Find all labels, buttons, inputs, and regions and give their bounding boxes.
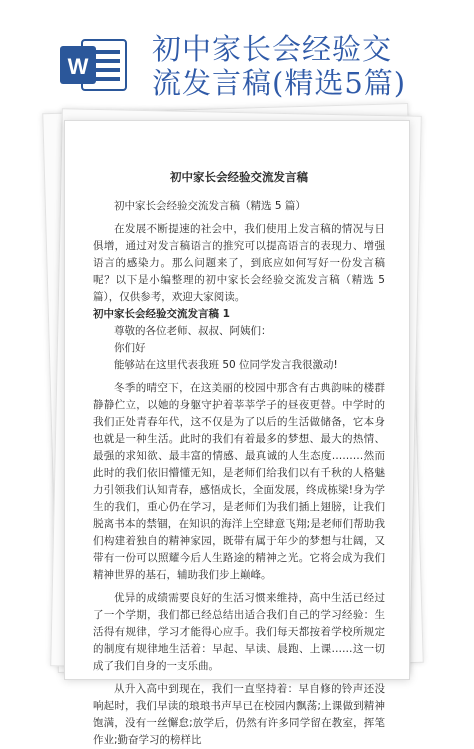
paragraph-4: 从升入高中到现在，我们一直坚持着：早自修的铃声还没响起时，我们早读的琅琅书声早已在校园内飘荡;上课做到精神饱满，没有一丝懈怠;放学后，仍然有许多同学留在教室，挥笔作业;勤奋学习的榜样比 [93, 683, 385, 746]
paragraph-3: 优异的成绩需要良好的生活习惯来维持，高中生活已经过了一个学期，我们都已经总结出适合我们自己的学习经验：生活得有规律，学习才能得心应手。我们每天都按着学校所规定的制度有规律地生活着：早起、早读、晨跑、上课……这一切成了我们自身的一支乐曲。 [93, 592, 385, 672]
section-heading-1: 初中家长会经验交流发言稿 1 [93, 308, 230, 320]
paragraph-2: 冬季的晴空下，在这美丽的校园中那含有古典韵味的楼群静静伫立，以她的身躯守护着莘莘学子的昼夜更替。中学时的我们正处青春年代，这不仅是为了以后的生活做储备，它本身也就是一种生活。此时的我们有着最多的梦想、最大的热情、最强的求知欲、最丰富的情感、最真诚的人生态度………然而此时的我们依旧懵懂无知，是老师们给我们以有千秋的人格魅力引领我们认知青春，感悟成长，全面发展，终成栋梁!身为学生的我们，重心仍在学习，是老师们为我们插上翅膀，让我们脱离书本的禁锢，在知识的海洋上空肆意飞翔;是老师们帮助我们构建着独自的精神家园，既带有属于年少的梦想与壮阔，又带有一份可以照耀今后人生路途的精神之光。它将会成为我们精神世界的基石，辅助我们步上巅峰。 [93, 382, 385, 581]
paragraph-1: 能够站在这里代表我班 50 位同学发言我很激动! [114, 359, 338, 371]
hello-line: 你们好 [114, 342, 146, 354]
header-banner [0, 0, 474, 100]
document-page [64, 120, 410, 746]
word-icon [60, 38, 128, 92]
title-line-2: 流发言稿(精选5篇) [152, 66, 407, 100]
document-subtitle: 初中家长会经验交流发言稿（精选 5 篇） [114, 200, 306, 212]
title-line-1: 初中家长会经验交 [152, 32, 393, 66]
intro-paragraph: 在发展不断提速的社会中，我们使用上发言稿的情况与日俱增，通过对发言稿语言的推究可以提高语言的表现力、增强语言的感染力。那么问题来了，到底应如何写好一份发言稿呢？以下是小编整理的初中家长会经验交流发言稿（精选 5 篇），仅供参考，欢迎大家阅读。 [93, 223, 385, 303]
greeting: 尊敬的各位老师、叔叔、阿姨们： [114, 325, 272, 337]
svg-text:W: W [67, 54, 89, 79]
document-title: 初中家长会经验交流发言稿 [170, 170, 308, 184]
page-title [152, 32, 472, 100]
